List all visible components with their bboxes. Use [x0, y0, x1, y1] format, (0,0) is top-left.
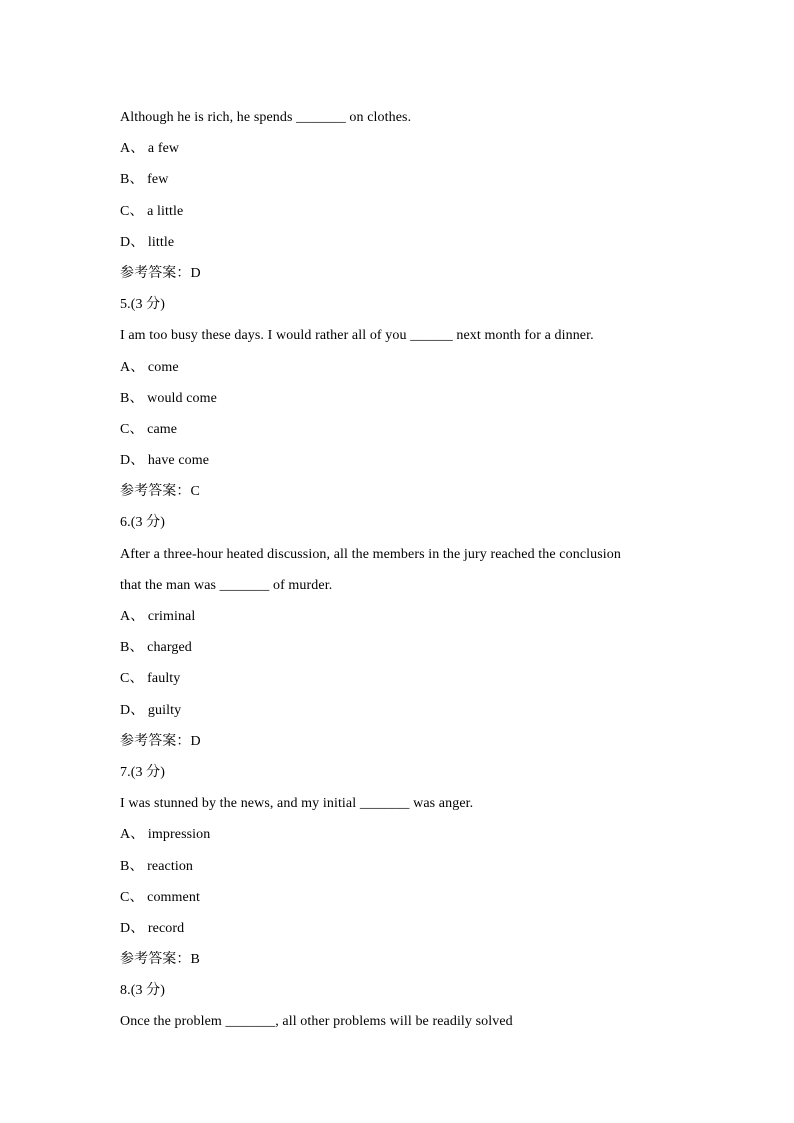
- answer-option: B、 charged: [120, 640, 192, 656]
- question-number: 7.(3 分): [120, 764, 166, 780]
- answer-option: A、 a few: [120, 141, 180, 157]
- answer-option: A、 come: [120, 359, 179, 375]
- question-number: 8.(3 分): [120, 983, 166, 999]
- answer-value: C: [190, 484, 200, 500]
- question-text: I was stunned by the news, and my initial _______ was anger.: [120, 796, 474, 812]
- answer-value: D: [190, 265, 201, 281]
- answer-option: A、 impression: [120, 827, 211, 843]
- question-text: After a three-hour heated discussion, all the members in the jury reached the conclusion: [120, 546, 621, 562]
- question-text: Once the problem _______, all other problems will be readily solved: [120, 1014, 513, 1030]
- question-text: that the man was _______ of murder.: [120, 577, 333, 593]
- question-number: 6.(3 分): [120, 515, 166, 531]
- answer-label: 参考答案：: [120, 264, 191, 281]
- answer-option: C、 came: [120, 421, 178, 437]
- answer-option: B、 few: [120, 172, 169, 188]
- question-text: Although he is rich, he spends _______ on clothes.: [120, 110, 412, 125]
- answer-option: C、 a little: [120, 203, 184, 219]
- answer-option: A、 criminal: [120, 609, 196, 624]
- answer-option: D、 guilty: [120, 702, 182, 718]
- answer-value: D: [190, 733, 201, 749]
- answer-option: C、 comment: [120, 889, 200, 905]
- answer-line: [120, 476, 680, 507]
- document-body: [120, 102, 680, 1038]
- answer-line: [120, 726, 680, 757]
- answer-option: D、 have come: [120, 453, 210, 469]
- question-number: 5.(3 分): [120, 297, 166, 313]
- answer-value: B: [190, 952, 200, 968]
- answer-line: [120, 258, 680, 289]
- answer-label: 参考答案：: [120, 951, 191, 968]
- answer-option: D、 record: [120, 920, 185, 936]
- answer-option: C、 faulty: [120, 671, 181, 687]
- answer-label: 参考答案：: [120, 483, 191, 500]
- answer-option: B、 reaction: [120, 858, 194, 874]
- answer-option: B、 would come: [120, 390, 217, 406]
- answer-option: D、 little: [120, 234, 175, 250]
- question-text: I am too busy these days. I would rather all of you ______ next month for a dinner.: [120, 328, 594, 344]
- answer-line: [120, 944, 680, 975]
- answer-label: 参考答案：: [120, 732, 191, 749]
